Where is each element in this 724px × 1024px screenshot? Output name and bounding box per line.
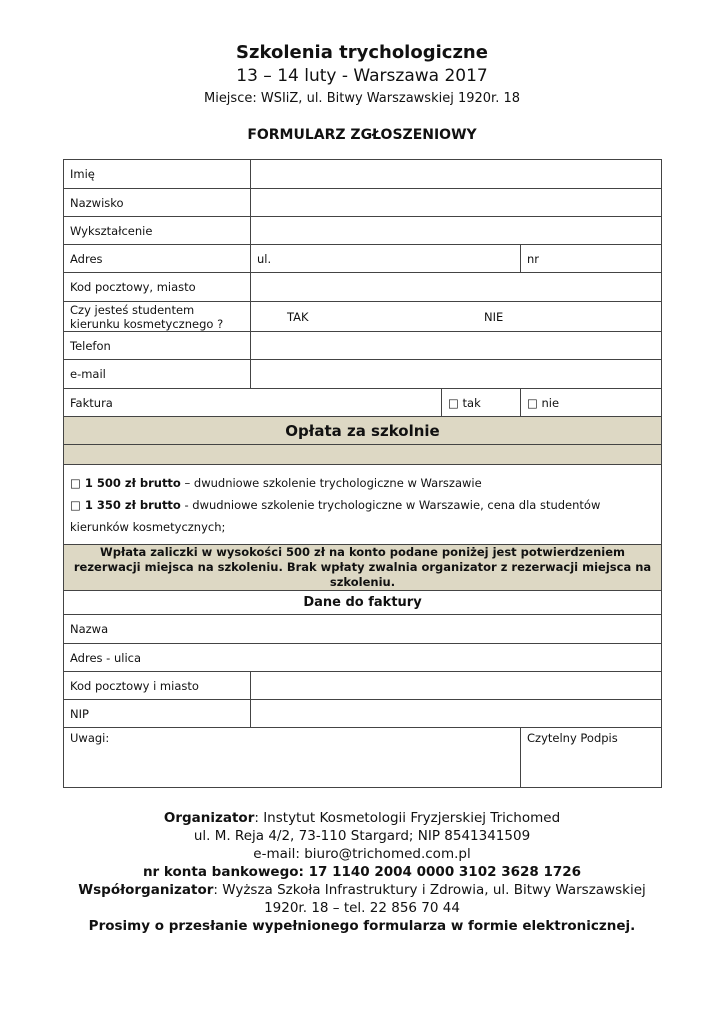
row-shade-spacer (64, 445, 662, 465)
price-option-1-amount: □ 1 500 zł brutto (70, 475, 181, 490)
invoice-heading: Dane do faktury (64, 591, 662, 615)
label-faktura: Faktura (64, 389, 442, 417)
row-nazwisko (64, 189, 662, 217)
input-adres-ulica[interactable]: Adres - ulica (64, 644, 662, 672)
price-option-2[interactable] (70, 494, 655, 538)
input-number[interactable]: nr (521, 245, 662, 273)
row-nazwa (64, 615, 662, 644)
label-imie: Imię (64, 160, 251, 189)
row-oplata-heading (64, 417, 662, 445)
label-adres: Adres (64, 245, 251, 273)
submission-request: Prosimy o przesłanie wypełnionego formularza w formie elektronicznej. (88, 918, 636, 934)
coorganizer-line (0, 881, 724, 899)
page-title: Szkolenia trychologiczne (236, 42, 488, 63)
row-imie (64, 160, 662, 189)
input-podpis[interactable]: Czytelny Podpis (521, 728, 662, 788)
label-student: Czy jesteś studentem kierunku kosmetycznego ? (64, 302, 251, 332)
option-tak[interactable]: TAK (287, 310, 309, 324)
option-nie[interactable]: NIE (484, 310, 504, 324)
row-student (64, 302, 662, 332)
row-uwagi (64, 728, 662, 788)
row-email (64, 360, 662, 389)
price-option-1[interactable] (70, 472, 655, 494)
input-email[interactable] (251, 360, 662, 389)
input-kod-miasto[interactable] (251, 672, 662, 700)
row-adres-ulica (64, 644, 662, 672)
form-title: FORMULARZ ZGŁOSZENIOWY (247, 127, 477, 143)
row-wyksztalcenie (64, 217, 662, 245)
row-deposit-note (64, 545, 662, 591)
row-kod (64, 273, 662, 302)
label-nazwisko: Nazwisko (64, 189, 251, 217)
oplata-heading: Opłata za szkolnie (64, 417, 662, 445)
row-nip (64, 700, 662, 728)
organizer-name: : Instytut Kosmetologii Fryzjerskiej Trichomed (254, 810, 561, 826)
label-email: e-mail (64, 360, 251, 389)
row-faktura-heading (64, 591, 662, 615)
student-choice (251, 302, 662, 332)
price-option-2-amount: □ 1 350 zł brutto (70, 497, 181, 512)
label-telefon: Telefon (64, 332, 251, 360)
input-nazwa[interactable]: Nazwa (64, 615, 662, 644)
organizer-line (0, 809, 724, 827)
input-uwagi[interactable]: Uwagi: (64, 728, 521, 788)
price-options (64, 465, 662, 545)
row-faktura (64, 389, 662, 417)
footer (0, 809, 724, 935)
row-adres (64, 245, 662, 273)
event-place: Miejsce: WSIiZ, ul. Bitwy Warszawskiej 1920r. 18 (203, 91, 521, 106)
input-kod[interactable] (251, 273, 662, 302)
input-imie[interactable] (251, 160, 662, 189)
checkbox-faktura-nie[interactable]: □ nie (521, 389, 662, 417)
bank-account: nr konta bankowego: 17 1140 2004 0000 3102 3628 1726 (142, 864, 582, 880)
row-telefon (64, 332, 662, 360)
event-dates: 13 – 14 luty - Warszawa 2017 (236, 66, 488, 86)
coorganizer-label: Współorganizator (78, 882, 214, 898)
organizer-email[interactable]: e-mail: biuro@trichomed.com.pl (253, 846, 471, 862)
checkbox-faktura-tak[interactable]: □ tak (442, 389, 521, 417)
registration-table (63, 159, 662, 788)
input-nazwisko[interactable] (251, 189, 662, 217)
input-telefon[interactable] (251, 332, 662, 360)
row-price-options (64, 465, 662, 545)
shade-spacer (64, 445, 662, 465)
label-kod-miasto: Kod pocztowy i miasto (64, 672, 251, 700)
input-wyksztalcenie[interactable] (251, 217, 662, 245)
label-kod: Kod pocztowy, miasto (64, 273, 251, 302)
coorganizer-name: : Wyższa Szkoła Infrastruktury i Zdrowia, ul. Bitwy Warszawskiej (213, 882, 646, 898)
label-wyksztalcenie: Wykształcenie (64, 217, 251, 245)
input-nip[interactable] (251, 700, 662, 728)
deposit-note: Wpłata zaliczki w wysokości 500 zł na konto podane poniżej jest potwierdzeniem rezerwacji miejsca na szkoleniu. Brak wpłaty zwalnia organizator z rezerwacji miejsca na szkoleniu. (64, 545, 662, 591)
input-street[interactable]: ul. (251, 245, 521, 273)
price-option-1-desc: – dwudniowe szkolenie trychologiczne w Warszawie (180, 475, 482, 490)
label-nip: NIP (64, 700, 251, 728)
coorganizer-address: 1920r. 18 – tel. 22 856 70 44 (264, 900, 460, 916)
row-kod-miasto (64, 672, 662, 700)
price-option-2-desc: - dwudniowe szkolenie trychologiczne w Warszawie, cena dla studentów kierunków kosmetycznych; (70, 497, 601, 534)
organizer-address: ul. M. Reja 4/2, 73-110 Stargard; NIP 8541341509 (193, 828, 531, 844)
organizer-label: Organizator (163, 810, 255, 826)
